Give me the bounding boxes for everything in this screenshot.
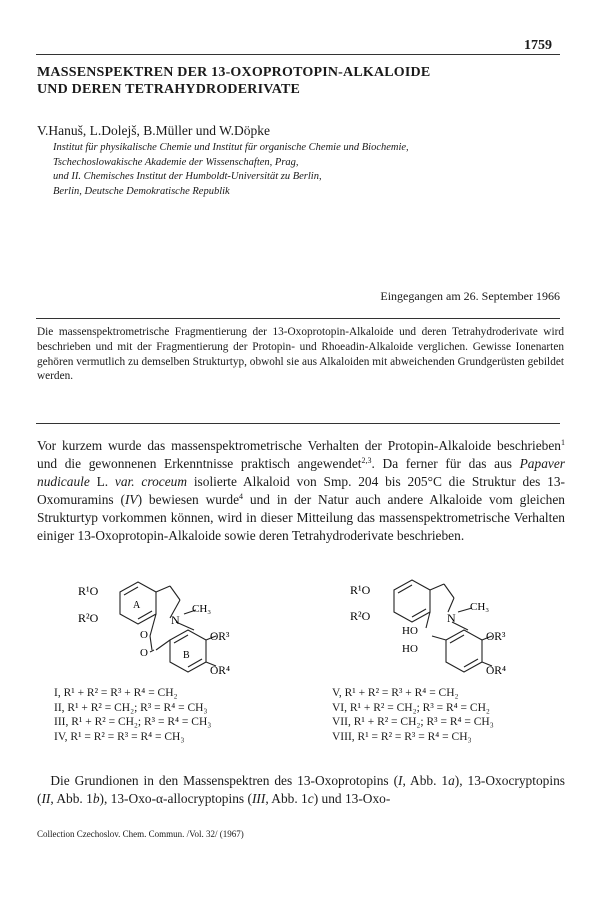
page-number: 1759 — [524, 38, 552, 53]
label-oxygen: O — [140, 647, 148, 659]
label-r1o: R¹O — [78, 584, 99, 598]
label-n: N — [171, 613, 180, 627]
bond — [156, 640, 170, 650]
label-r2o: R²O — [78, 611, 99, 625]
text-run: ) bewiesen wurde — [137, 492, 240, 507]
text-run: Vor kurzem wurde das massenspektrometrische Verhalten der Protopin-Alkaloide beschrieben — [37, 438, 561, 453]
compound-number: I — [398, 773, 403, 788]
affiliations — [53, 141, 409, 199]
figure-panel: b — [92, 791, 100, 806]
label-oxygen: O — [140, 629, 148, 641]
body-paragraph-1 — [37, 437, 565, 545]
structure-right-drawing — [340, 578, 540, 688]
legend-right — [332, 686, 494, 744]
label-or3: OR³ — [486, 631, 506, 643]
authors: V.Hanuš, L.Dolejš, B.Müller und W.Döpke — [37, 123, 270, 138]
variety-name: var. croceum — [114, 474, 188, 489]
label-n: N — [447, 611, 456, 625]
compound-number: III — [251, 791, 266, 806]
title-line-1: MASSENSPEKTREN DER 13-OXOPROTOPIN-ALKALOIDE — [37, 65, 431, 80]
structure-left-drawing — [70, 578, 260, 688]
abstract-rule-bottom — [36, 423, 560, 424]
ring-a — [394, 580, 430, 622]
legend-entry: III, R¹ + R² = CH₂; R³ = R⁴ = CH₃ — [54, 716, 212, 728]
compound-number: IV — [124, 492, 138, 507]
abstract-rule-top — [36, 318, 560, 319]
text-run: , Abb. 1 — [50, 791, 93, 806]
bond — [170, 586, 180, 600]
label-r1o: R¹O — [350, 583, 371, 597]
text-run: und die gewonnenen Erkenntnisse praktisch angewendet — [37, 456, 362, 471]
title-line-2: UND DEREN TETRAHYDRODERIVATE — [37, 82, 301, 97]
text-run: und in der Natur auch andere Alkaloide vom gleichen Strukturtyp vorkommen können, wird in dieser Mitteilung das massenspektrometrische Verhalten einiger 13-Oxoprotopin-Alkaloide sowie deren Tetrahydroderivate beschrieben. — [37, 492, 565, 543]
legend-entry: VII, R¹ + R² = CH₂; R³ = R⁴ = CH₃ — [332, 716, 494, 728]
label-ho: HO — [402, 643, 418, 655]
label-or3: OR³ — [210, 631, 230, 643]
bond — [430, 584, 444, 590]
label-ch3: CH₃ — [192, 603, 212, 615]
label-r2o: R²O — [350, 609, 371, 623]
compound-number: II — [41, 791, 51, 806]
text-run: L. — [89, 474, 115, 489]
text-run: isolierte Alkaloid von Smp. 204 bis 205°C die Struktur des 13-Oxomuramins ( — [37, 474, 565, 507]
received-date: Eingegangen am 26. September 1966 — [380, 289, 560, 303]
label-ho: HO — [402, 625, 418, 637]
label-or4: OR⁴ — [486, 665, 506, 677]
text-run: , Abb. 1 — [265, 791, 308, 806]
text-run: , Abb. 1 — [402, 773, 449, 788]
affiliation-line: Berlin, Deutsche Demokratische Republik — [53, 185, 230, 197]
affiliation-line: Tschechoslowakische Akademie der Wissenschaften, Prag, — [53, 156, 299, 168]
species-name: Papaver nudicaule — [37, 456, 565, 489]
footer-citation: Collection Czechoslov. Chem. Commun. /Vol. 32/ (1967) — [37, 829, 244, 839]
label-ring-b: B — [183, 650, 190, 661]
abstract: Die massenspektrometrische Fragmentierung der 13-Oxoprotopin-Alkaloide und deren Tetrahydroderivate wird beschrieben und mit der Fragmentierung der Protopin- und Rhoeadin-Alkaloide verglichen. Gewisse Ionenarten gehören vermutlich zu demselben Strukturtyp, obwohl sie aus Alkaloiden mit abweichenden Grundgerüsten gebildet werden. — [37, 326, 564, 383]
bond — [156, 586, 170, 592]
label-or4: OR⁴ — [210, 665, 230, 677]
affiliation-line: und II. Chemisches Institut der Humboldt-Universität zu Berlin, — [53, 171, 322, 183]
legend-entry: VI, R¹ + R² = CH₂; R³ = R⁴ = CH₂ — [332, 701, 490, 714]
text-run: ) und 13-Oxo- — [313, 791, 391, 806]
structure-left — [70, 578, 260, 688]
legend-entry: VIII, R¹ = R² = R³ = R⁴ = CH₃ — [332, 730, 472, 743]
legend-entry: II, R¹ + R² = CH₂; R³ = R⁴ = CH₃ — [54, 701, 208, 714]
body-paragraph-2 — [37, 772, 565, 808]
text-run: . Da ferner für das aus — [371, 456, 520, 471]
header-rule — [36, 54, 560, 55]
bond — [444, 584, 454, 598]
text-run: Die Grundionen in den Massenspektren des 13-Oxoprotopins ( — [50, 773, 399, 788]
footnote-ref: 1 — [561, 438, 565, 447]
text-run: ), 13-Oxocryptopins ( — [37, 773, 565, 806]
legend-entry: I, R¹ + R² = R³ + R⁴ = CH₂ — [54, 687, 178, 699]
legend-left — [54, 686, 211, 744]
figure-panel: a — [448, 773, 455, 788]
footnote-ref: 2,3 — [361, 456, 372, 465]
ring-b — [446, 630, 482, 672]
footnote-ref: 4 — [239, 492, 244, 501]
label-ch3: CH₃ — [470, 601, 490, 613]
bond — [448, 598, 454, 612]
text-run: ), 13-Oxo-α-allocryptopins ( — [99, 791, 252, 806]
legend-entry: IV, R¹ = R² = R³ = R⁴ = CH₃ — [54, 730, 185, 743]
structure-right — [340, 578, 540, 688]
bond — [150, 650, 154, 652]
affiliation-line: Institut für physikalische Chemie und Institut für organische Chemie und Biochemie, — [53, 142, 409, 153]
article-title — [37, 64, 430, 98]
label-ring-a: A — [133, 600, 141, 611]
bond-lines — [120, 582, 216, 672]
bond — [432, 636, 446, 640]
legend-entry: V, R¹ + R² = R³ + R⁴ = CH₂ — [332, 687, 459, 699]
figure-panel: c — [307, 791, 314, 806]
bond — [150, 636, 152, 650]
